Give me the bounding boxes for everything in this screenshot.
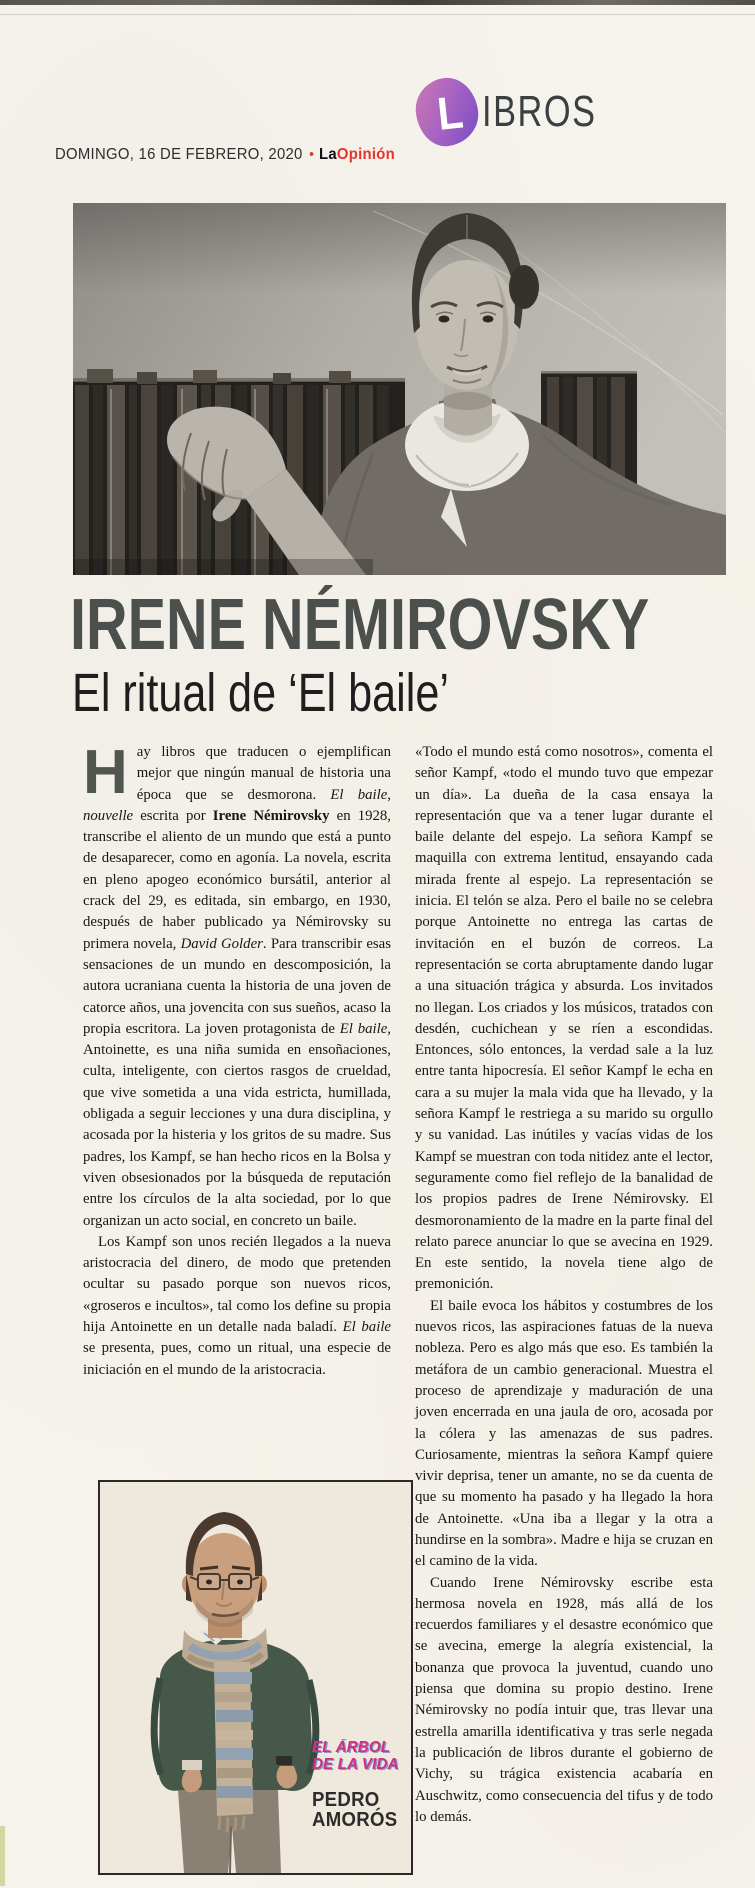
article-column-left xyxy=(83,738,392,1381)
book-title xyxy=(312,1740,401,1773)
libros-logo-blob-icon xyxy=(413,75,482,149)
article-subtitle: El ritual de ‘El baile’ xyxy=(72,663,449,723)
dateline xyxy=(55,146,395,164)
hero-photo xyxy=(73,203,726,575)
paragraph: Hay libros que traducen o ejemplifican mejor que ningún manual de historia una época que se desmorona. El baile, nouvelle escrita por Irene Némirovsky en 1928, transcribe el aliento de un mundo que está a punto de desaparecer, como en agonía. La novela, escrita en pleno apogeo económico bursátil, anterior al crack del 29, es editada, sin embargo, en 1930, después de haber publicado ya Némirovsky su primera novela, David Golder. Para transcribir esas sensaciones de un mundo en descomposición, la autora ucraniana cuenta la historia de una joven de catorce años, una jovencita con sus sueños, acaso la propia escritora. La joven protagonista de El baile, Antoinette, es una niña sumida en ensoñaciones, culta, inteligente, con ciertos rasgos de crueldad, que vive sometida a una vida estricta, humillada, obligada a seguir lecciones y una dura disciplina, y acosada por la histeria y los gritos de su madre. Sus padres, los Kampf, se han hecho ricos en la Bolsa y viven obsesionados por la búsqueda de reputación entre los círculos de la alta sociedad, por lo que organizan un acto social, en concreto un baile. xyxy=(83,738,392,1229)
section-title: IBROS xyxy=(482,87,597,136)
brand-la: La xyxy=(318,146,337,163)
book-title-line2: DE LA VIDA xyxy=(312,1755,399,1773)
paragraph: Cuando Irene Némirovsky escribe esta hermosa novela en 1928, más allá de los recuerdos familiares y el desastre económico que se avecina, emerge la alegría existencial, la bonanza que provoca la juventud, cuando uno piensa que domina su propio destino. Irene Némirovsky no podía intuir que, tras llevar una estrella amarilla identificativa y tras serle negada la publicación de libros durante el gobierno de Vichy, su trágica existencia acabaría en Auschwitz, como consecuencia del tifus y de todo lo demás. xyxy=(415,1574,713,1825)
book-title-line1: EL ÁRBOL xyxy=(312,1739,391,1756)
hero-photo-illustration xyxy=(73,203,726,575)
author-caption xyxy=(312,1740,404,1830)
author-name-line1: PEDRO xyxy=(312,1789,380,1811)
scan-hairline xyxy=(0,14,755,15)
article-title: IRENE NÉMIROVSKY xyxy=(70,585,650,665)
article-column-right xyxy=(415,742,713,1828)
brand-opinion: Opinión xyxy=(336,146,396,163)
date-text: DOMINGO, 16 DE FEBRERO, 2020 xyxy=(55,146,303,163)
drop-cap: H xyxy=(83,738,128,807)
paragraph: El baile evoca los hábitos y costumbres de los nuevos ricos, las aspiraciones fatuas de la nueva nobleza. Pero es algo más que eso. Es también la metáfora de un cambio generacional. Muestra el proceso de aprendizaje y maduración de una joven encerrada en una jaula de oro, acosada por la cólera y las amenazas de sus padres. Curiosamente, mientras la señora Kampf quiere vivir deprisa, tener un amante, no se da cuenta de que su momento ha pasado y ha llegado la hora de Antoinette. «Una iba a llegar y la otra a hundirse en la sombra». Madre e hija se cruzan en el camino de la vida. xyxy=(415,1297,713,1570)
bullet-separator-icon: • xyxy=(309,146,315,163)
paragraph: Los Kampf son unos recién llegados a la nueva aristocracia del dinero, de modo que pretenden ocultar su pasado porque son nuevos ricos, «groseros e incultos», tal como los define su propia hija Antoinette en un detalle nada baladí. El baile se presenta, pues, como un ritual, una especie de iniciación en el mundo de la aristocracia. xyxy=(83,1233,391,1378)
author-name-line2: AMORÓS xyxy=(312,1809,398,1831)
author-photo-box xyxy=(98,1480,413,1875)
paragraph: «Todo el mundo está como nosotros», comenta el señor Kampf, «todo el mundo tuvo que empezar un día». La dueña de la casa ensaya la representación que va a tener lugar durante el baile delante del espejo. La señora Kampf se maquilla con extrema lentitud, ensayando cada mirada frente al espejo. La representación se inicia. El telón se alza. Pero el baile no se celebra porque Antoinette no entrega las cartas de invitación en el buzón de correos. La representación se corta abruptamente dando lugar a una situación trágica y absurda. Los invitados no llegan. Los criados y los músicos, tratados con desdén, cuchichean y se ríen a escondidas. Entonces, sólo entonces, la verdad sale a la luz entre tanta hipocresía. El señor Kampf le echa en cara a su mujer la mala vida que ha llevado, y la señora Kampf le restriega a su marido su orgullo y su vanidad. Las inútiles y vacías vidas de los Kampf se muestran con toda nitidez ante el lector, seguramente como fiel reflejo de la banalidad de los propios padres de Irene Némirovsky. El desmoronamiento de la madre en la parte final del relato parece anunciar lo que se avecina en 1929. En este sentido, la novela tiene algo de premonición. xyxy=(415,744,713,1293)
scan-edge-artifact xyxy=(0,0,755,5)
libros-logo-letter: L xyxy=(434,85,466,140)
scan-edge-sliver xyxy=(0,1826,5,1886)
author-name xyxy=(312,1790,397,1830)
